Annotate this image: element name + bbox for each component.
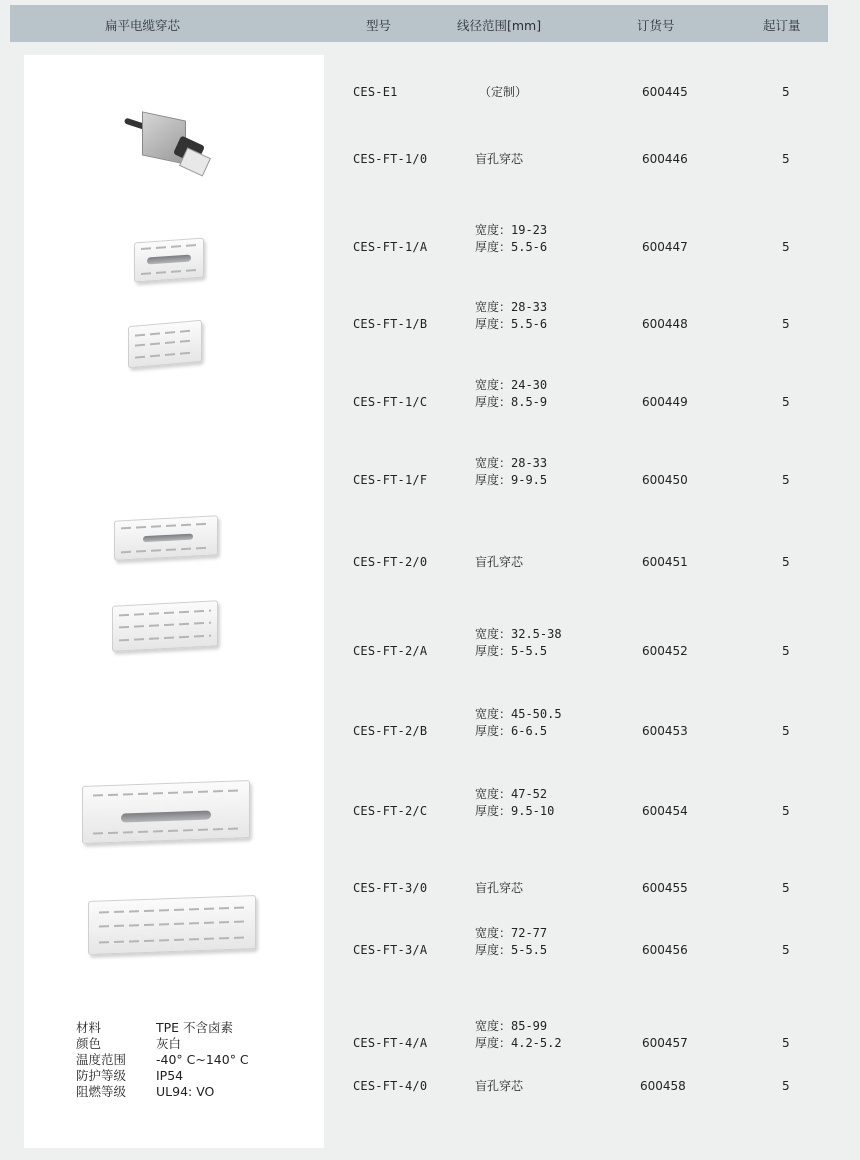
grommet-medium-slot-image bbox=[114, 518, 224, 564]
order-number-cell: 600456 bbox=[642, 943, 688, 957]
header-order-number: 订货号 bbox=[637, 18, 675, 33]
model-cell: CES-FT-2/C bbox=[353, 804, 428, 818]
spec-key: 温度范围 bbox=[76, 1052, 127, 1067]
spec-row bbox=[76, 1068, 316, 1084]
range-cell bbox=[475, 786, 554, 820]
spec-key: 防护等级 bbox=[76, 1068, 127, 1083]
range-line: 宽度：24-30 bbox=[475, 378, 548, 392]
range-line: 宽度：28-33 bbox=[475, 456, 548, 470]
spec-key: 颜色 bbox=[76, 1036, 102, 1051]
range-line: （定制） bbox=[479, 85, 528, 99]
moq-cell: 5 bbox=[782, 1036, 790, 1050]
range-line: 宽度：45-50.5 bbox=[475, 707, 562, 721]
moq-cell: 5 bbox=[782, 555, 790, 569]
range-cell bbox=[475, 1078, 523, 1095]
range-cell bbox=[475, 925, 547, 959]
grommet-medium-solid-image bbox=[112, 603, 222, 655]
range-cell bbox=[475, 626, 562, 660]
model-cell: CES-FT-1/B bbox=[353, 317, 428, 331]
range-line: 厚度：4.2-5.2 bbox=[475, 1036, 562, 1050]
range-line: 厚度：9.5-10 bbox=[475, 804, 555, 818]
spec-key: 材料 bbox=[76, 1020, 102, 1035]
range-line: 厚度：5-5.5 bbox=[475, 943, 548, 957]
range-line: 厚度：8.5-9 bbox=[475, 395, 548, 409]
grommet-large-slot-image bbox=[82, 783, 252, 849]
specification-list bbox=[76, 1020, 316, 1110]
cable-entry-product-image bbox=[124, 110, 224, 190]
range-cell bbox=[475, 706, 562, 740]
moq-cell: 5 bbox=[782, 395, 790, 409]
range-line: 宽度：85-99 bbox=[475, 1019, 548, 1033]
header-moq: 起订量 bbox=[763, 18, 801, 33]
range-line: 宽度：72-77 bbox=[475, 926, 548, 940]
range-line: 宽度：28-33 bbox=[475, 300, 548, 314]
spec-value: -40° C~140° C bbox=[156, 1052, 249, 1067]
model-cell: CES-FT-2/B bbox=[353, 724, 428, 738]
range-line: 宽度：47-52 bbox=[475, 787, 548, 801]
range-line: 厚度：9-9.5 bbox=[475, 473, 548, 487]
range-line: 厚度：5.5-6 bbox=[475, 317, 548, 331]
spec-row bbox=[76, 1084, 316, 1100]
order-number-cell: 600453 bbox=[642, 724, 688, 738]
range-line: 宽度：32.5-38 bbox=[475, 627, 562, 641]
moq-cell: 5 bbox=[782, 943, 790, 957]
model-cell: CES-FT-1/F bbox=[353, 473, 428, 487]
grommet-small-slot-image bbox=[134, 240, 206, 286]
product-image-panel bbox=[24, 55, 324, 1148]
order-number-cell: 600445 bbox=[642, 85, 688, 99]
moq-cell: 5 bbox=[782, 473, 790, 487]
order-number-cell: 600451 bbox=[642, 555, 688, 569]
header-model: 型号 bbox=[366, 18, 392, 33]
order-number-cell: 600447 bbox=[642, 240, 688, 254]
range-cell bbox=[475, 299, 547, 333]
spec-value: 灰白 bbox=[156, 1036, 182, 1051]
range-cell bbox=[475, 151, 523, 168]
model-cell: CES-FT-4/A bbox=[353, 1036, 428, 1050]
grommet-small-solid-image bbox=[128, 323, 208, 373]
header-product: 扁平电缆穿芯 bbox=[105, 18, 181, 33]
model-cell: CES-FT-2/0 bbox=[353, 555, 428, 569]
moq-cell: 5 bbox=[782, 317, 790, 331]
model-cell: CES-FT-1/0 bbox=[353, 152, 428, 166]
model-cell: CES-FT-3/0 bbox=[353, 881, 428, 895]
range-line: 厚度：5-5.5 bbox=[475, 644, 548, 658]
range-line: 盲孔穿芯 bbox=[475, 152, 524, 166]
model-cell: CES-FT-2/A bbox=[353, 644, 428, 658]
range-cell bbox=[475, 377, 547, 411]
order-number-cell: 600446 bbox=[642, 152, 688, 166]
order-number-cell: 600448 bbox=[642, 317, 688, 331]
spec-value: IP54 bbox=[156, 1068, 184, 1083]
order-number-cell: 600454 bbox=[642, 804, 688, 818]
model-cell: CES-FT-4/0 bbox=[353, 1079, 428, 1093]
order-number-cell: 600450 bbox=[642, 473, 688, 487]
spec-value: UL94: VO bbox=[156, 1084, 215, 1099]
moq-cell: 5 bbox=[782, 644, 790, 658]
range-cell bbox=[475, 880, 523, 897]
moq-cell: 5 bbox=[782, 724, 790, 738]
moq-cell: 5 bbox=[782, 240, 790, 254]
order-number-cell: 600457 bbox=[642, 1036, 688, 1050]
moq-cell: 5 bbox=[782, 85, 790, 99]
spec-value: TPE 不含卤素 bbox=[156, 1020, 234, 1035]
moq-cell: 5 bbox=[782, 804, 790, 818]
spec-row bbox=[76, 1052, 316, 1068]
range-line: 厚度：5.5-6 bbox=[475, 240, 548, 254]
model-cell: CES-FT-3/A bbox=[353, 943, 428, 957]
grommet-large-solid-image bbox=[88, 898, 260, 960]
order-number-cell: 600449 bbox=[642, 395, 688, 409]
table-header bbox=[10, 5, 828, 42]
range-line: 盲孔穿芯 bbox=[475, 881, 524, 895]
spec-row bbox=[76, 1020, 316, 1036]
range-line: 盲孔穿芯 bbox=[475, 1079, 524, 1093]
moq-cell: 5 bbox=[782, 881, 790, 895]
header-range: 线径范围[mm] bbox=[457, 18, 542, 33]
order-number-cell: 600458 bbox=[640, 1079, 686, 1093]
model-cell: CES-E1 bbox=[353, 85, 398, 99]
moq-cell: 5 bbox=[782, 1079, 790, 1093]
spec-key: 阻燃等级 bbox=[76, 1084, 127, 1099]
range-line: 宽度：19-23 bbox=[475, 223, 548, 237]
range-cell bbox=[475, 1018, 562, 1052]
model-cell: CES-FT-1/C bbox=[353, 395, 428, 409]
spec-row bbox=[76, 1036, 316, 1052]
range-line: 厚度：6-6.5 bbox=[475, 724, 548, 738]
moq-cell: 5 bbox=[782, 152, 790, 166]
order-number-cell: 600455 bbox=[642, 881, 688, 895]
range-line: 盲孔穿芯 bbox=[475, 555, 524, 569]
range-cell bbox=[475, 455, 547, 489]
range-cell bbox=[475, 222, 547, 256]
model-cell: CES-FT-1/A bbox=[353, 240, 428, 254]
range-cell bbox=[479, 84, 527, 101]
range-cell bbox=[475, 554, 523, 571]
order-number-cell: 600452 bbox=[642, 644, 688, 658]
